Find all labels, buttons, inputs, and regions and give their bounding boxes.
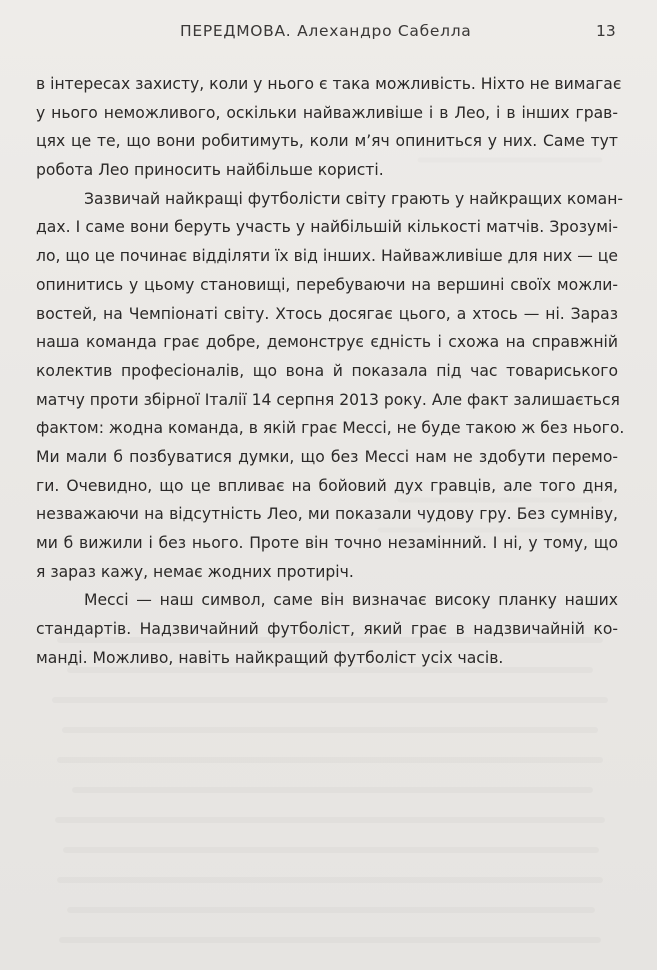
running-header	[0, 20, 657, 46]
text-line: наша команда грає добре, демонструє єдність і схожа на справжній	[36, 333, 618, 352]
paragraph-3	[36, 586, 618, 672]
text-line: востей, на Чемпіонаті світу. Хтось досягає цього, а хтось — ні. Зараз	[36, 304, 618, 323]
text-line: Зазвичай найкращі футболісти світу грають у найкращих коман-	[84, 189, 624, 208]
text-line: стандартів. Надзвичайний футболіст, який грає в надзвичайній ко-	[36, 620, 618, 639]
text-line: незважаючи на відсутність Лео, ми показали чудову гру. Без сумніву,	[36, 505, 618, 524]
text-line: в інтересах захисту, коли у нього є така можливість. Ніхто не вимагає	[36, 75, 622, 93]
paragraph-2	[36, 185, 625, 587]
page-number: 13	[596, 22, 616, 40]
text-line: колектив професіоналів, що вона й показала під час товариського	[36, 361, 618, 380]
text-line: манді. Можливо, навіть найкращий футболіст усіх часів.	[36, 648, 504, 667]
body-text	[36, 70, 625, 672]
text-line: опинитись у цьому становищі, перебуваючи на вершині своїх можли-	[36, 275, 618, 294]
text-line: матчу проти збірної Італії 14 серпня 2013 року. Але факт залишається	[36, 390, 620, 409]
text-line: робота Лео приносить найбільше користі.	[36, 161, 384, 180]
paragraph-1	[36, 70, 622, 185]
text-line: фактом: жодна команда, в якій грає Мессі, не буде такою ж без нього.	[36, 419, 625, 438]
text-line: цях це те, що вони робитимуть, коли м’яч опиниться у них. Саме тут	[36, 132, 618, 151]
text-line: дах. І саме вони беруть участь у найбільшій кількості матчів. Зрозумі-	[36, 218, 618, 237]
text-line: ми б вижили і без нього. Проте він точно незамінний. І ні, у тому, що	[36, 534, 618, 552]
text-line: ги. Очевидно, що це впливає на бойовий дух гравців, але того дня,	[36, 476, 618, 495]
text-line: Ми мали б позбуватися думки, що без Мессі нам не здобути перемо-	[36, 447, 618, 466]
text-line: у нього неможливого, оскільки найважливіше і в Лео, і в інших грав-	[36, 103, 618, 122]
text-line: я зараз кажу, немає жодних протиріч.	[36, 562, 354, 581]
running-title: ПЕРЕДМОВА. Алехандро Сабелла	[180, 22, 472, 40]
text-line: ло, що це починає відділяти їх від інших. Найважливіше для них — це	[36, 247, 618, 266]
text-line: Мессі — наш символ, саме він визначає високу планку наших	[84, 591, 618, 610]
